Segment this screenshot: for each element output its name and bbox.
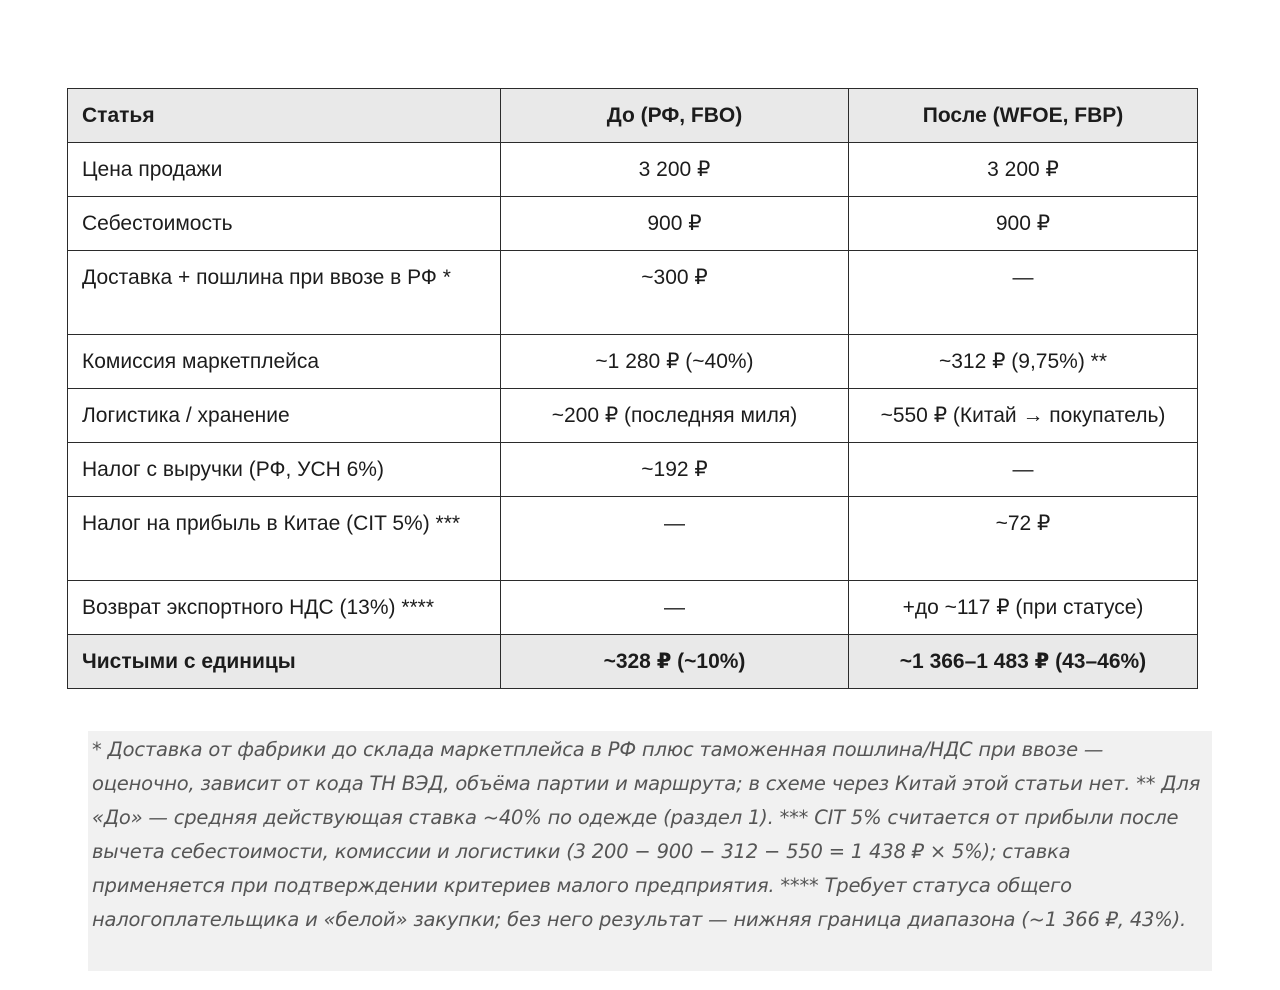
row-before-value: — bbox=[501, 497, 849, 581]
row-before-value: ~1 280 ₽ (~40%) bbox=[501, 335, 849, 389]
table-row bbox=[68, 581, 1198, 635]
table-row bbox=[68, 251, 1198, 335]
row-label: Себестоимость bbox=[68, 197, 501, 251]
row-label: Доставка + пошлина при ввозе в РФ * bbox=[68, 251, 501, 335]
table-row bbox=[68, 335, 1198, 389]
total-after-value: ~1 366–1 483 ₽ (43–46%) bbox=[849, 635, 1198, 689]
header-after: После (WFOE, FBP) bbox=[849, 89, 1198, 143]
row-after-value: — bbox=[849, 251, 1198, 335]
row-before-value: ~200 ₽ (последняя миля) bbox=[501, 389, 849, 443]
row-after-value: +до ~117 ₽ (при статусе) bbox=[849, 581, 1198, 635]
row-label: Возврат экспортного НДС (13%) **** bbox=[68, 581, 501, 635]
row-after-value: ~312 ₽ (9,75%) ** bbox=[849, 335, 1198, 389]
table-row bbox=[68, 497, 1198, 581]
row-before-value: — bbox=[501, 581, 849, 635]
row-label: Налог с выручки (РФ, УСН 6%) bbox=[68, 443, 501, 497]
total-label: Чистыми с единицы bbox=[68, 635, 501, 689]
comparison-table bbox=[67, 88, 1198, 689]
table-row bbox=[68, 389, 1198, 443]
table-header-row bbox=[68, 89, 1198, 143]
row-after-value: 3 200 ₽ bbox=[849, 143, 1198, 197]
row-label: Комиссия маркетплейса bbox=[68, 335, 501, 389]
header-item: Статья bbox=[68, 89, 501, 143]
row-after-value: ~550 ₽ (Китай → покупатель) bbox=[849, 389, 1198, 443]
row-label: Налог на прибыль в Китае (CIT 5%) *** bbox=[68, 497, 501, 581]
row-after-value: 900 ₽ bbox=[849, 197, 1198, 251]
total-row bbox=[68, 635, 1198, 689]
row-before-value: 3 200 ₽ bbox=[501, 143, 849, 197]
row-label: Логистика / хранение bbox=[68, 389, 501, 443]
table-row bbox=[68, 443, 1198, 497]
table-row bbox=[68, 197, 1198, 251]
total-before-value: ~328 ₽ (~10%) bbox=[501, 635, 849, 689]
row-before-value: ~300 ₽ bbox=[501, 251, 849, 335]
row-label: Цена продажи bbox=[68, 143, 501, 197]
table-row bbox=[68, 143, 1198, 197]
row-after-value: ~72 ₽ bbox=[849, 497, 1198, 581]
row-before-value: 900 ₽ bbox=[501, 197, 849, 251]
row-before-value: ~192 ₽ bbox=[501, 443, 849, 497]
row-after-value: — bbox=[849, 443, 1198, 497]
footnote-block: * Доставка от фабрики до склада маркетплейса в РФ плюс таможенная пошлина/НДС при ввозе — оценочно, зависит от кода ТН ВЭД, объёма партии и маршрута; в схеме через Китай этой статьи нет. ** Для «До» — средняя действующая ставка ~40% по одежде (раздел 1). *** CIT 5% считается от прибыли после вычета себестоимости, комиссии и логистики (3 200 − 900 − 312 − 550 = 1 438 ₽ × 5%); ставка применяется при подтверждении критериев малого предприятия. **** Требует статуса общего налогоплательщика и «белой» закупки; без него результат — нижняя граница диапазона (~1 366 ₽, 43%). bbox=[88, 731, 1212, 971]
header-before: До (РФ, FBO) bbox=[501, 89, 849, 143]
